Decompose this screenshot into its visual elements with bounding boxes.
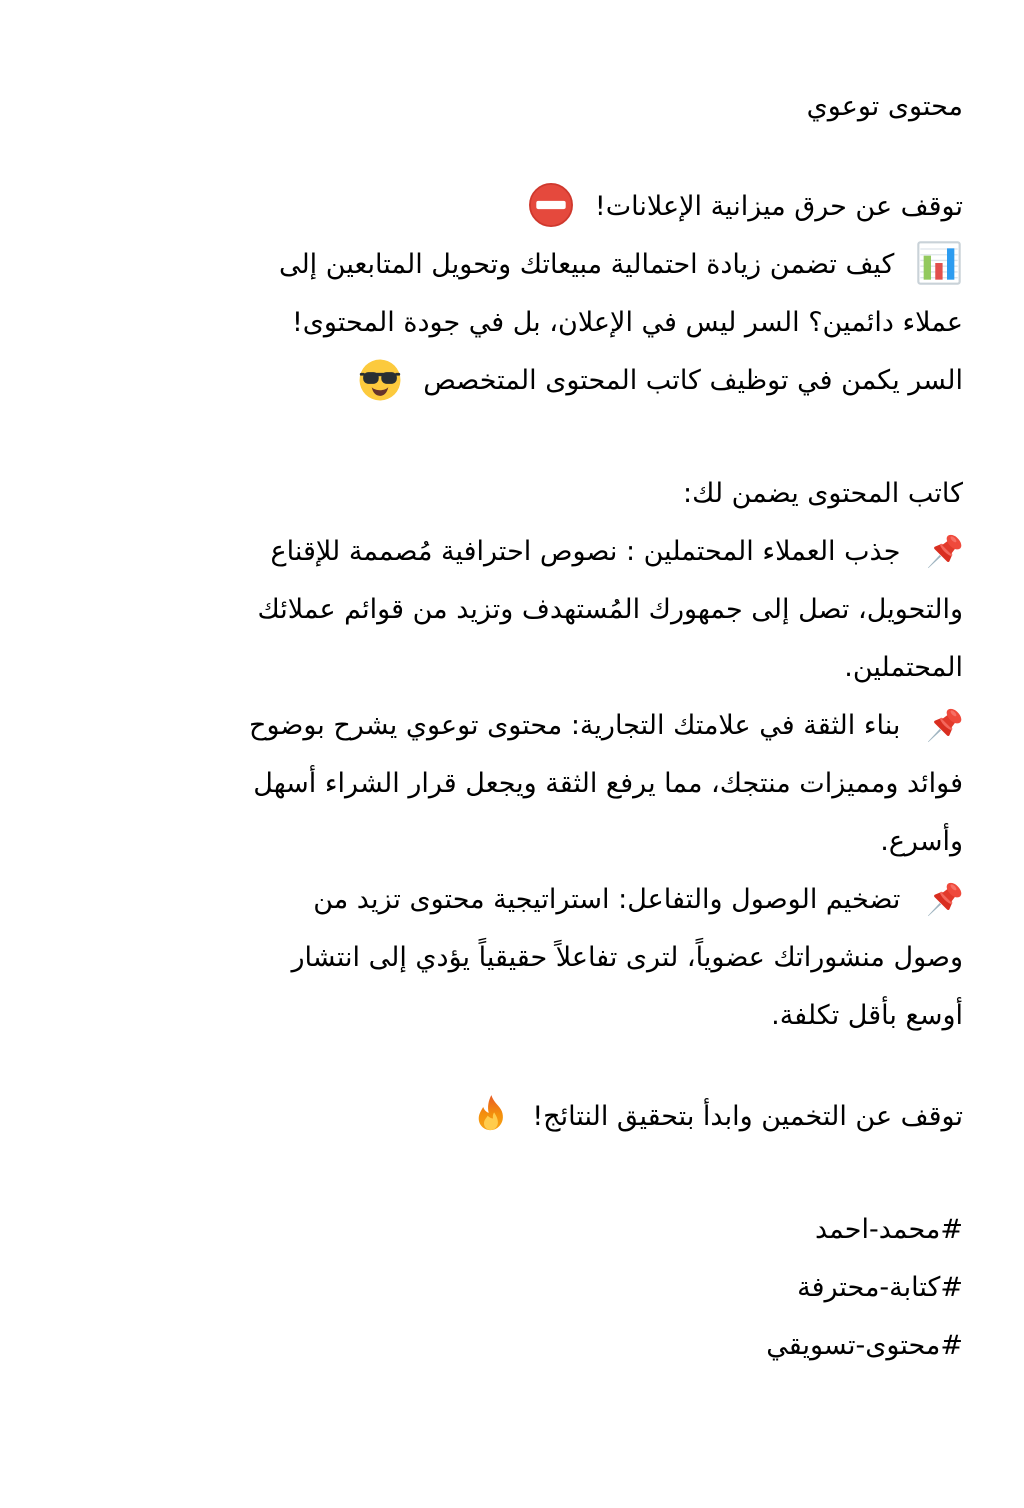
benefit-3-line-1-text: تضخيم الوصول والتفاعل: استراتيجية محتوى تزيد من (313, 884, 901, 915)
cta-line (40, 1088, 963, 1146)
fire-icon (468, 1092, 514, 1138)
hook-line-3 (40, 294, 963, 352)
hook-line-1 (40, 178, 963, 236)
hook-line-2-text: كيف تضمن زيادة احتمالية مبيعاتك وتحويل المتابعين إلى (278, 249, 895, 280)
hook-line-3-text: عملاء دائمين؟ السر ليس في الإعلان، بل في جودة المحتوى! (291, 307, 963, 338)
benefit-item (40, 523, 963, 697)
benefit-2-line-3: وأسرع. (880, 826, 963, 857)
benefit-3-line-1 (40, 871, 963, 929)
hook-line-2 (40, 236, 963, 294)
pushpin-icon (919, 876, 971, 928)
benefit-3-line-2: وصول منشوراتك عضوياً، لترى تفاعلاً حقيقياً يؤدي إلى انتشار (291, 942, 963, 973)
benefit-2-line-1-text: بناء الثقة في علامتك التجارية: محتوى توعوي يشرح بوضوح (249, 710, 901, 741)
pushpin-icon (919, 528, 971, 580)
benefit-3-line-3: أوسع بأقل تكلفة. (771, 1000, 963, 1031)
post-text-content (40, 78, 963, 1375)
benefits-heading: كاتب المحتوى يضمن لك: (682, 478, 963, 509)
benefit-1-line-2: والتحويل، تصل إلى جمهورك المُستهدف وتزيد من قوائم عملائك (257, 594, 963, 625)
hook-line-4 (40, 352, 963, 410)
title-section (40, 78, 963, 136)
benefit-1-line-1 (40, 523, 963, 581)
benefit-1-line-1-text: جذب العملاء المحتملين : نصوص احترافية مُصممة للإقناع (270, 536, 901, 567)
no-entry-icon (528, 182, 574, 228)
bar-chart-icon (915, 239, 963, 287)
benefit-2-line-2: فوائد ومميزات منتجك، مما يرفع الثقة ويجعل قرار الشراء أسهل (253, 768, 963, 799)
hook-line-1-text: توقف عن حرق ميزانية الإعلانات! (594, 191, 963, 222)
benefit-item (40, 871, 963, 1045)
hook-section (40, 178, 963, 410)
hashtag: #محمد-احمد (814, 1214, 963, 1245)
benefits-section (40, 465, 963, 1045)
sunglasses-face-icon (357, 357, 403, 403)
post-category-label: محتوى توعوي (806, 91, 963, 122)
benefit-item (40, 697, 963, 871)
benefit-2-line-1 (40, 697, 963, 755)
pushpin-icon (919, 702, 971, 754)
benefit-1-line-3: المحتملين. (844, 652, 963, 683)
hashtag: #كتابة-محترفة (797, 1272, 963, 1303)
cta-text: توقف عن التخمين وابدأ بتحقيق النتائج! (532, 1101, 963, 1132)
hook-line-4-text: السر يكمن في توظيف كاتب المحتوى المتخصص (423, 365, 963, 396)
hashtags-section (40, 1201, 963, 1375)
cta-section (40, 1088, 963, 1146)
hashtag: #محتوى-تسويقي (766, 1330, 963, 1361)
